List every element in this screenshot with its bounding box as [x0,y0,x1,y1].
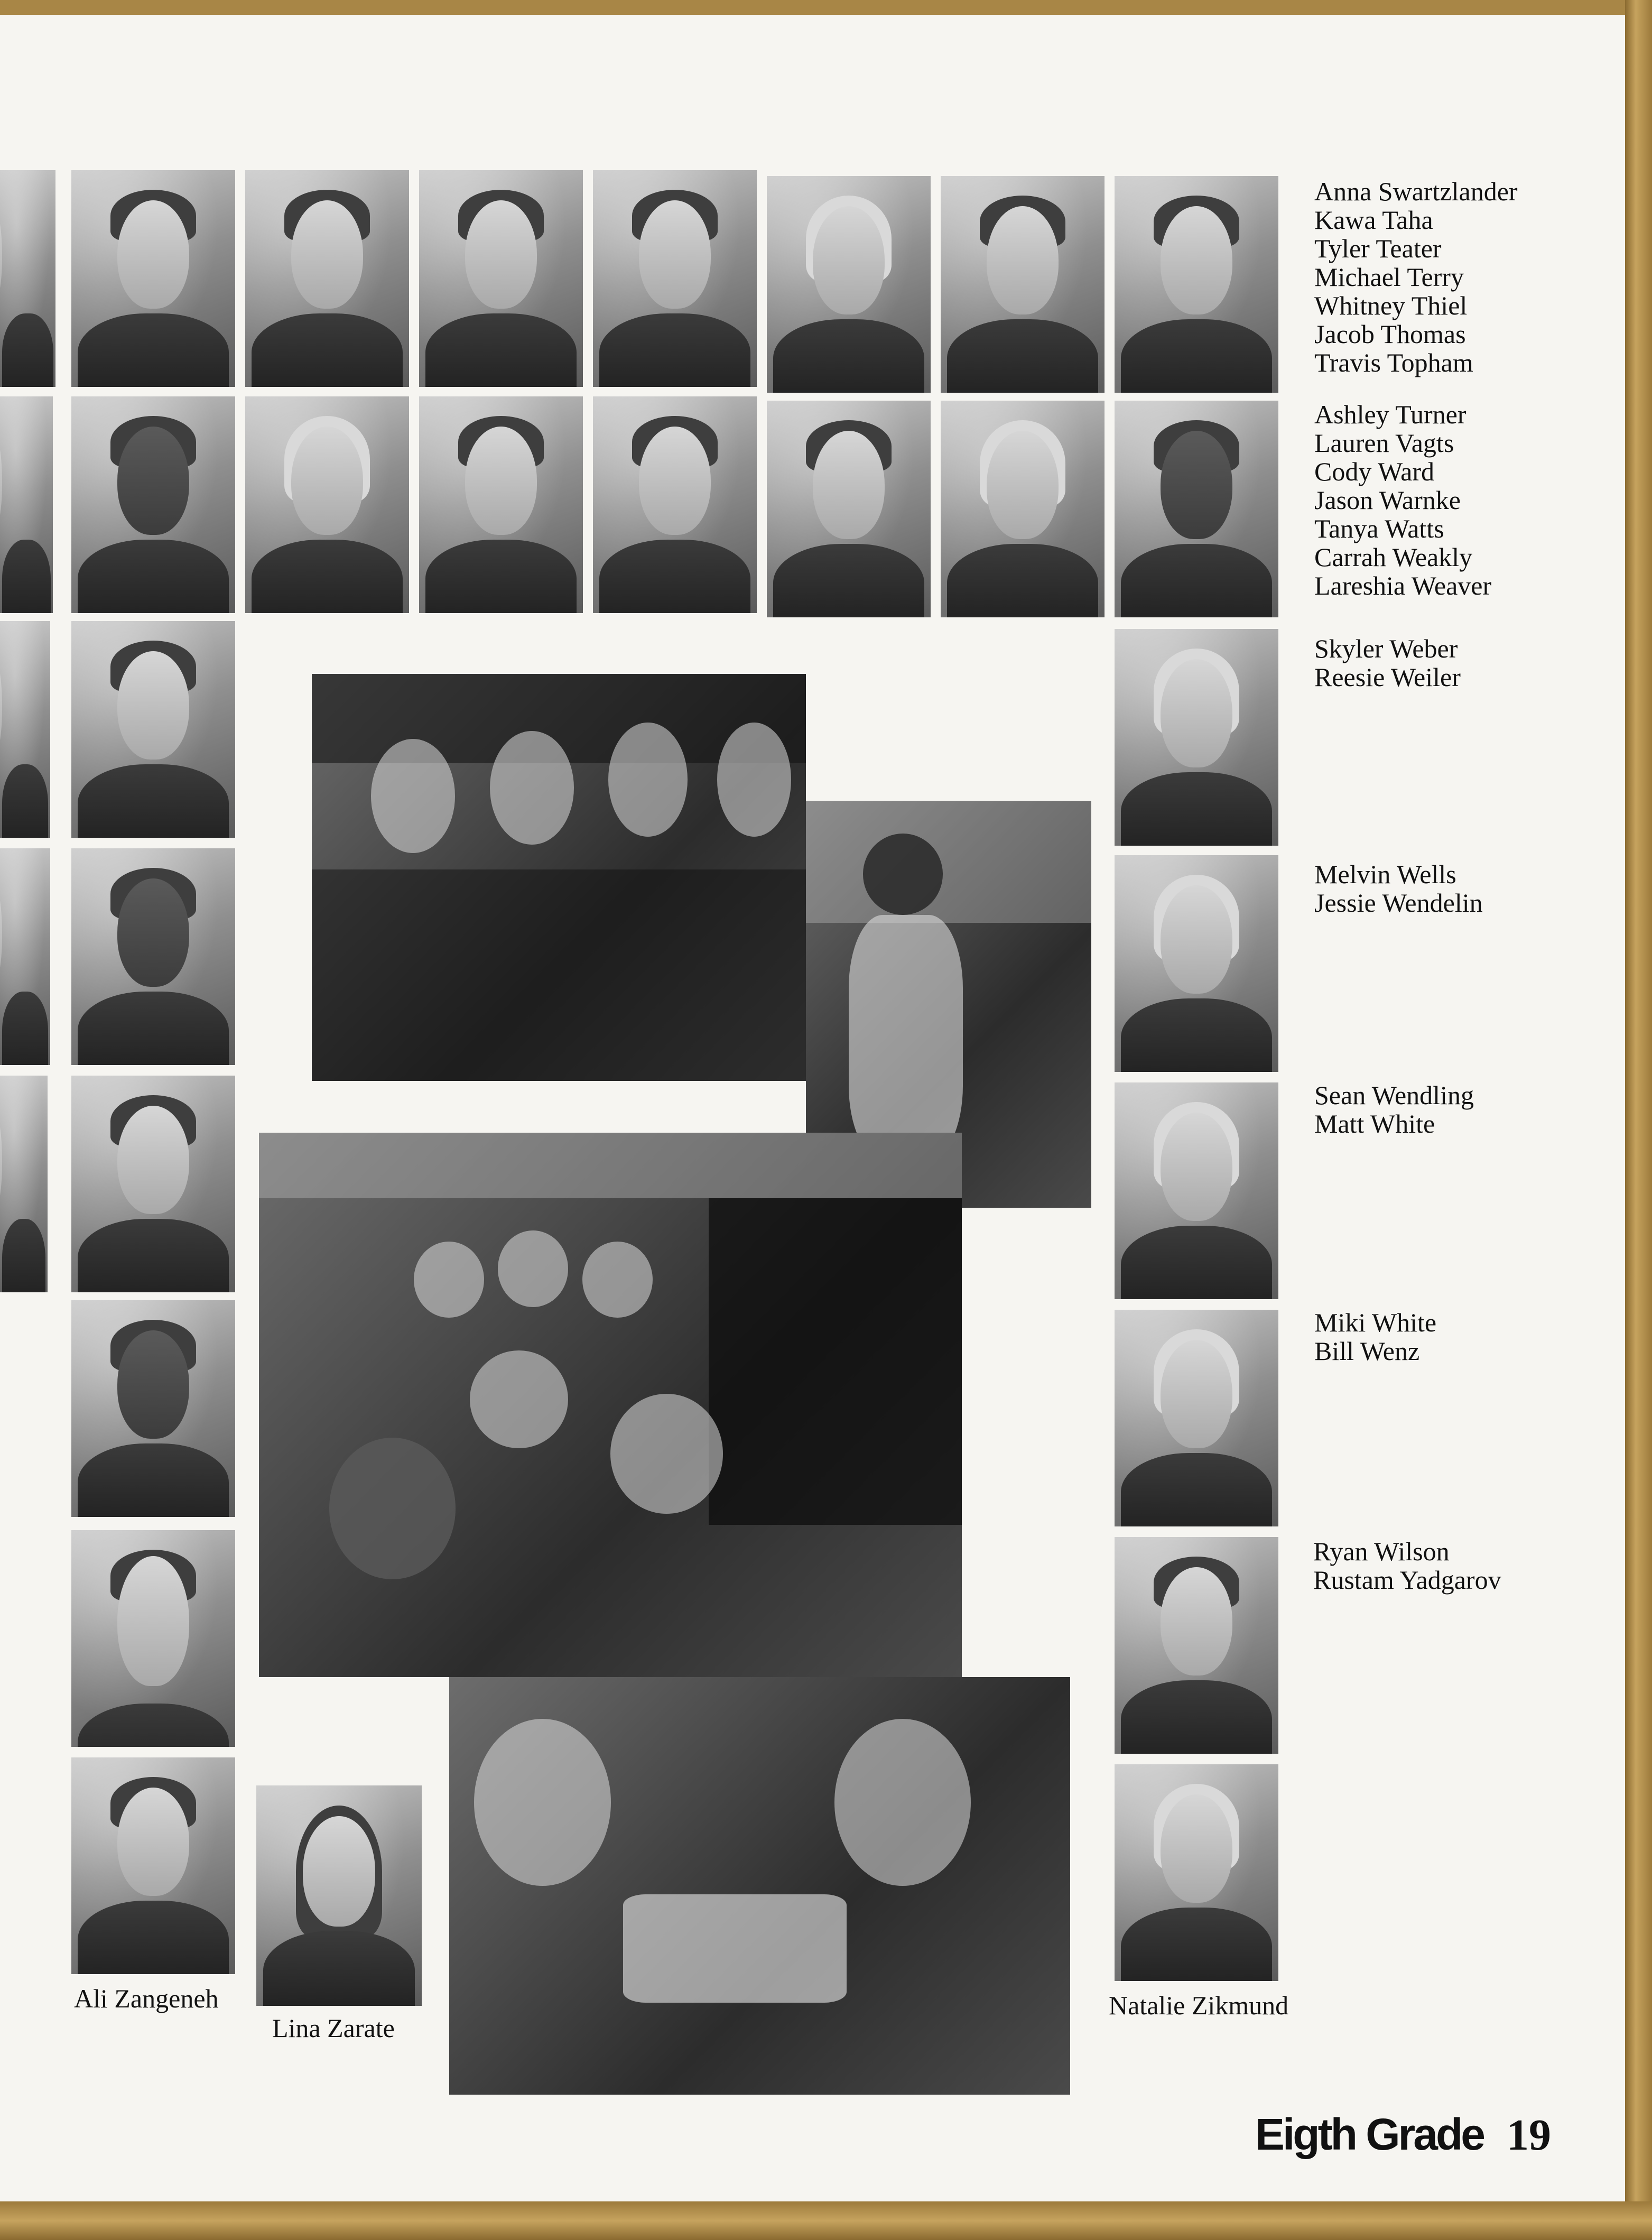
student-name: Melvin Wells [1314,859,1456,889]
portrait-partial [0,170,55,387]
student-name: Ashley Turner [1314,400,1467,429]
portrait [419,170,583,387]
student-name: Sean Wendling [1314,1080,1474,1110]
portrait [71,170,235,387]
portrait [593,396,757,613]
student-name: Kawa Taha [1314,205,1433,235]
portrait-partial [0,1076,48,1292]
portrait [593,170,757,387]
student-name: Travis Topham [1314,348,1473,377]
portrait [71,1530,235,1747]
portrait [71,848,235,1065]
candid-photo-group-lunch [312,674,806,1081]
portrait [941,176,1105,393]
portrait [767,176,931,393]
student-name: Whitney Thiel [1314,291,1468,320]
student-name: Reesie Weiler [1314,662,1461,692]
portrait [1115,1082,1278,1299]
portrait [256,1785,422,2006]
portrait [1115,401,1278,617]
name-list [1314,177,1518,377]
student-name: Matt White [1314,1109,1435,1138]
portrait [419,396,583,613]
name-list [1313,1537,1501,1594]
student-name: Tyler Teater [1314,234,1442,263]
portrait-partial [0,848,50,1065]
binding-top [0,0,1652,15]
portrait [71,1076,235,1292]
student-name: Anna Swartzlander [1314,177,1518,206]
portrait [767,401,931,617]
name-list [1314,634,1461,691]
portrait [1115,1764,1278,1981]
student-name: Ryan Wilson [1313,1536,1450,1566]
binding-bottom [0,2201,1652,2240]
student-name: Skyler Weber [1314,634,1458,663]
portrait [1115,176,1278,393]
student-name: Lauren Vagts [1314,428,1454,458]
portrait [245,170,409,387]
caption-lina: Lina Zarate [272,2013,395,2043]
student-name: Miki White [1314,1308,1437,1337]
portrait [71,621,235,838]
portrait [71,1300,235,1517]
portrait [1115,1537,1278,1754]
portrait [1115,629,1278,846]
portrait-partial [0,396,53,613]
student-name: Bill Wenz [1314,1336,1420,1366]
caption-ali: Ali Zangeneh [74,1984,219,2013]
student-name: Lareshia Weaver [1314,571,1492,600]
name-list [1314,1081,1474,1138]
name-list [1314,860,1483,917]
student-name: Jacob Thomas [1314,319,1466,349]
name-list [1314,400,1491,600]
name-list [1314,1308,1436,1365]
portrait [245,396,409,613]
portrait [71,1757,235,1974]
student-name: Tanya Watts [1314,514,1444,543]
portrait [1115,855,1278,1072]
portrait [71,396,235,613]
section-title: Eigth Grade [1255,2109,1483,2159]
student-name: Rustam Yadgarov [1313,1565,1501,1595]
student-name: Jessie Wendelin [1314,888,1483,918]
portrait-partial [0,621,50,838]
student-name: Cody Ward [1314,457,1434,486]
portrait [941,401,1105,617]
binding-right [1625,0,1652,2240]
portrait [1115,1310,1278,1526]
candid-photo-cafeteria-table [449,1677,1070,2095]
caption-natalie: Natalie Zikmund [1109,1991,1289,2020]
page-footer [1255,2109,1551,2161]
student-name: Jason Warnke [1314,485,1461,515]
student-name: Carrah Weakly [1314,542,1473,572]
student-name: Michael Terry [1314,262,1464,292]
candid-photo-class-group [259,1133,962,1677]
page-number: 19 [1507,2111,1551,2160]
